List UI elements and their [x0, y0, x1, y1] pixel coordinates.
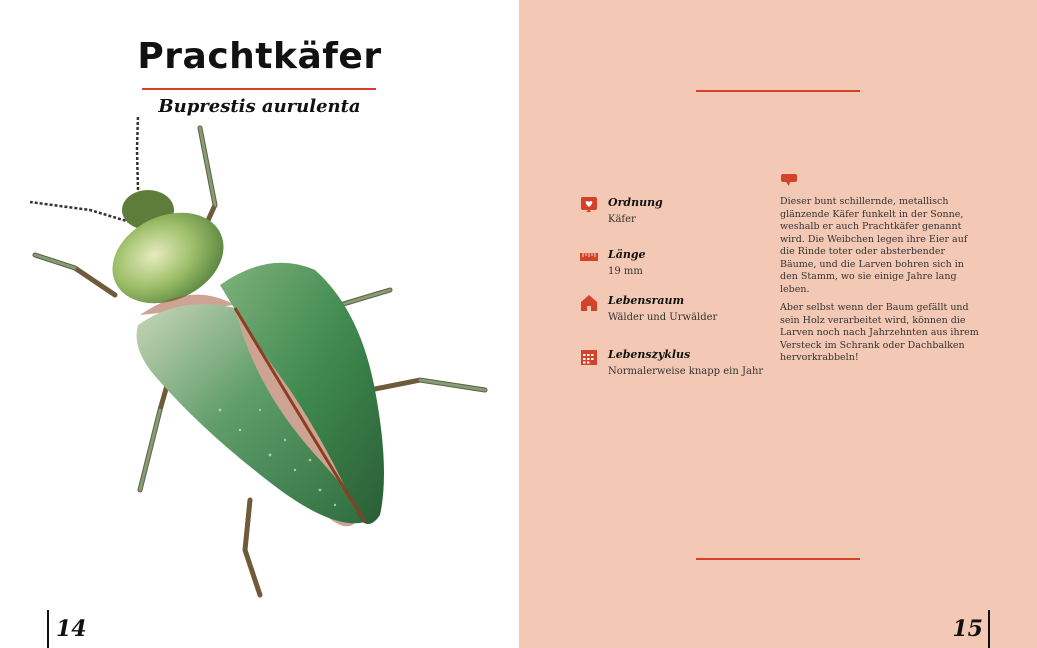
fact-value: Normalerweise knapp ein Jahr	[608, 366, 764, 377]
fact-label: Länge	[608, 248, 646, 261]
speech-bubble-icon	[781, 174, 797, 186]
fact-label: Lebensraum	[608, 294, 685, 307]
calendar-icon	[580, 348, 598, 366]
title-divider	[142, 88, 376, 90]
top-divider	[696, 90, 860, 92]
jewel-beetle-illustration	[20, 110, 500, 605]
page-title: Prachtkäfer	[137, 36, 382, 77]
heart-badge-icon	[580, 196, 598, 214]
bottom-divider	[696, 558, 860, 560]
fact-value: Wälder und Urwälder	[608, 312, 718, 323]
scientific-name: Buprestis aurulenta	[158, 96, 361, 117]
description-paragraph: Aber selbst wenn der Baum gefällt und sein Holz verarbeitet wird, können die Larven noch nach Jahrzehnten aus ihrem Versteck im Schrank oder Dachbalken hervorkrabbeln!	[780, 302, 979, 363]
fact-value: 19 mm	[608, 266, 643, 277]
house-icon	[580, 294, 598, 312]
description-paragraph: Dieser bunt schillernde, metallisch glänzende Käfer funkelt in der Sonne, weshalb er auch Prachtkäfer genannt wird. Die Weibchen legen ihre Eier auf die Rinde toter oder absterbender Bäume, und die Larven bohren sich in den Stamm, wo sie einige Jahre lang leben.	[780, 196, 968, 295]
description-text	[780, 196, 980, 371]
page-number-right: 15	[952, 616, 983, 642]
fact-label: Ordnung	[608, 196, 663, 209]
ruler-icon	[580, 248, 598, 266]
page-number-left: 14	[56, 616, 87, 642]
fact-label: Lebenszyklus	[608, 348, 691, 361]
page-number-bar-left	[47, 610, 49, 648]
page-number-bar-right	[988, 610, 990, 648]
fact-value: Käfer	[608, 214, 636, 225]
